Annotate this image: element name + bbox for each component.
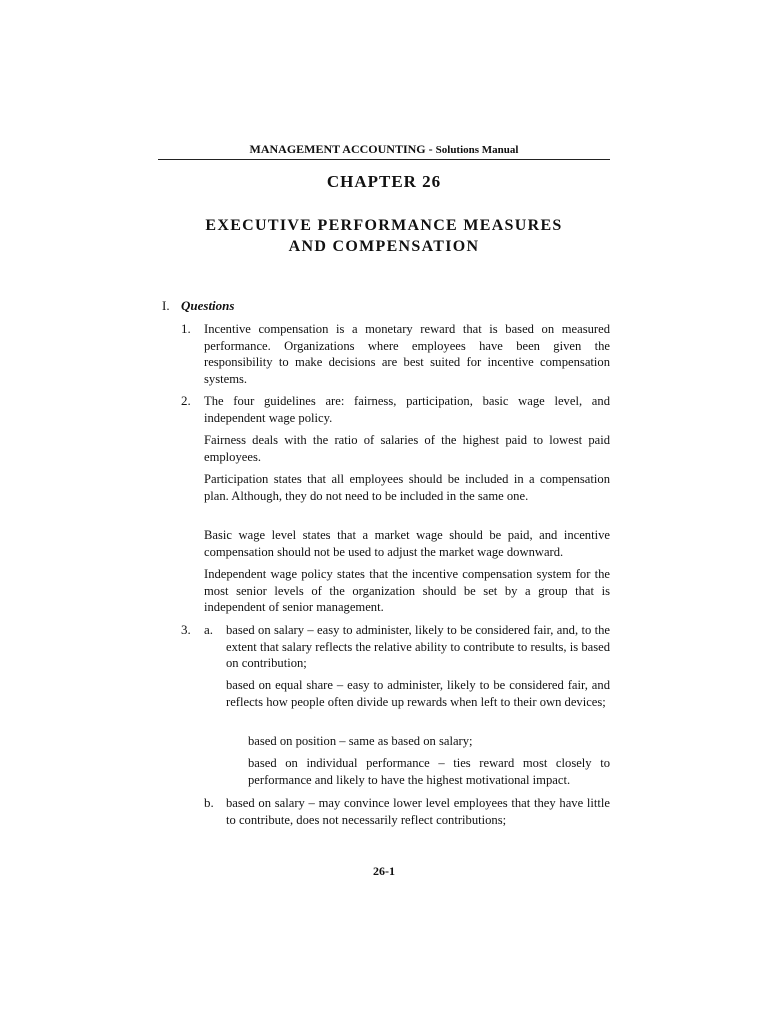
running-header bbox=[158, 142, 610, 160]
question-2-basic-wage: Basic wage level states that a market wage should be paid, and incentive compensation should not be used to adjust the market wage downward. bbox=[204, 528, 610, 559]
header-separator: - bbox=[425, 142, 436, 156]
question-2-intro: The four guidelines are: fairness, participation, basic wage level, and independent wage policy. bbox=[204, 394, 610, 425]
question-2-number: 2. bbox=[181, 393, 191, 408]
chapter-title-line-1: EXECUTIVE PERFORMANCE MEASURES bbox=[205, 217, 563, 234]
chapter-heading: CHAPTER 26 bbox=[326, 172, 442, 191]
section-title: Questions bbox=[181, 298, 235, 313]
question-2-fairness: Fairness deals with the ratio of salaries of the highest paid to lowest paid employees. bbox=[204, 433, 610, 464]
question-1-number: 1. bbox=[181, 321, 191, 336]
section-number: I. bbox=[162, 298, 170, 313]
question-3-a-salary: based on salary – easy to administer, likely to be considered fair, and, to the extent that salary reflects the relative ability to contribute to results, is based on contribution; bbox=[226, 623, 610, 670]
question-3-a-position: based on position – same as based on salary; bbox=[248, 734, 473, 748]
chapter-title-line-2: AND COMPENSATION bbox=[288, 238, 480, 255]
chapter-title bbox=[158, 215, 610, 257]
question-3-a-individual: based on individual performance – ties reward most closely to performance and likely to have the highest motivational impact. bbox=[248, 756, 610, 787]
question-2-participation: Participation states that all employees should be included in a compensation plan. Although, they do not need to be included in the same one. bbox=[204, 472, 610, 503]
question-1-text: Incentive compensation is a monetary reward that is based on measured performance. Organizations where employees have been given the responsibility to make decisions are best suited for incentive compensation systems. bbox=[204, 322, 610, 386]
question-3-b-label: b. bbox=[204, 795, 214, 810]
page-number: 26-1 bbox=[373, 864, 395, 878]
question-3-a-equal-share: based on equal share – easy to administer, likely to be considered fair, and reflects how people often divide up rewards when left to their own devices; bbox=[226, 678, 610, 709]
header-subtitle: Solutions Manual bbox=[435, 144, 519, 156]
question-3-a-label: a. bbox=[204, 622, 214, 637]
question-3-b-salary: based on salary – may convince lower level employees that they have little to contribute, does not necessarily reflect contributions; bbox=[226, 796, 610, 827]
header-title: MANAGEMENT ACCOUNTING bbox=[249, 142, 426, 156]
question-3-number: 3. bbox=[181, 622, 191, 637]
question-2-independent-wage: Independent wage policy states that the incentive compensation system for the most senior levels of the organization should be set by a group that is independent of senior management. bbox=[204, 567, 610, 614]
